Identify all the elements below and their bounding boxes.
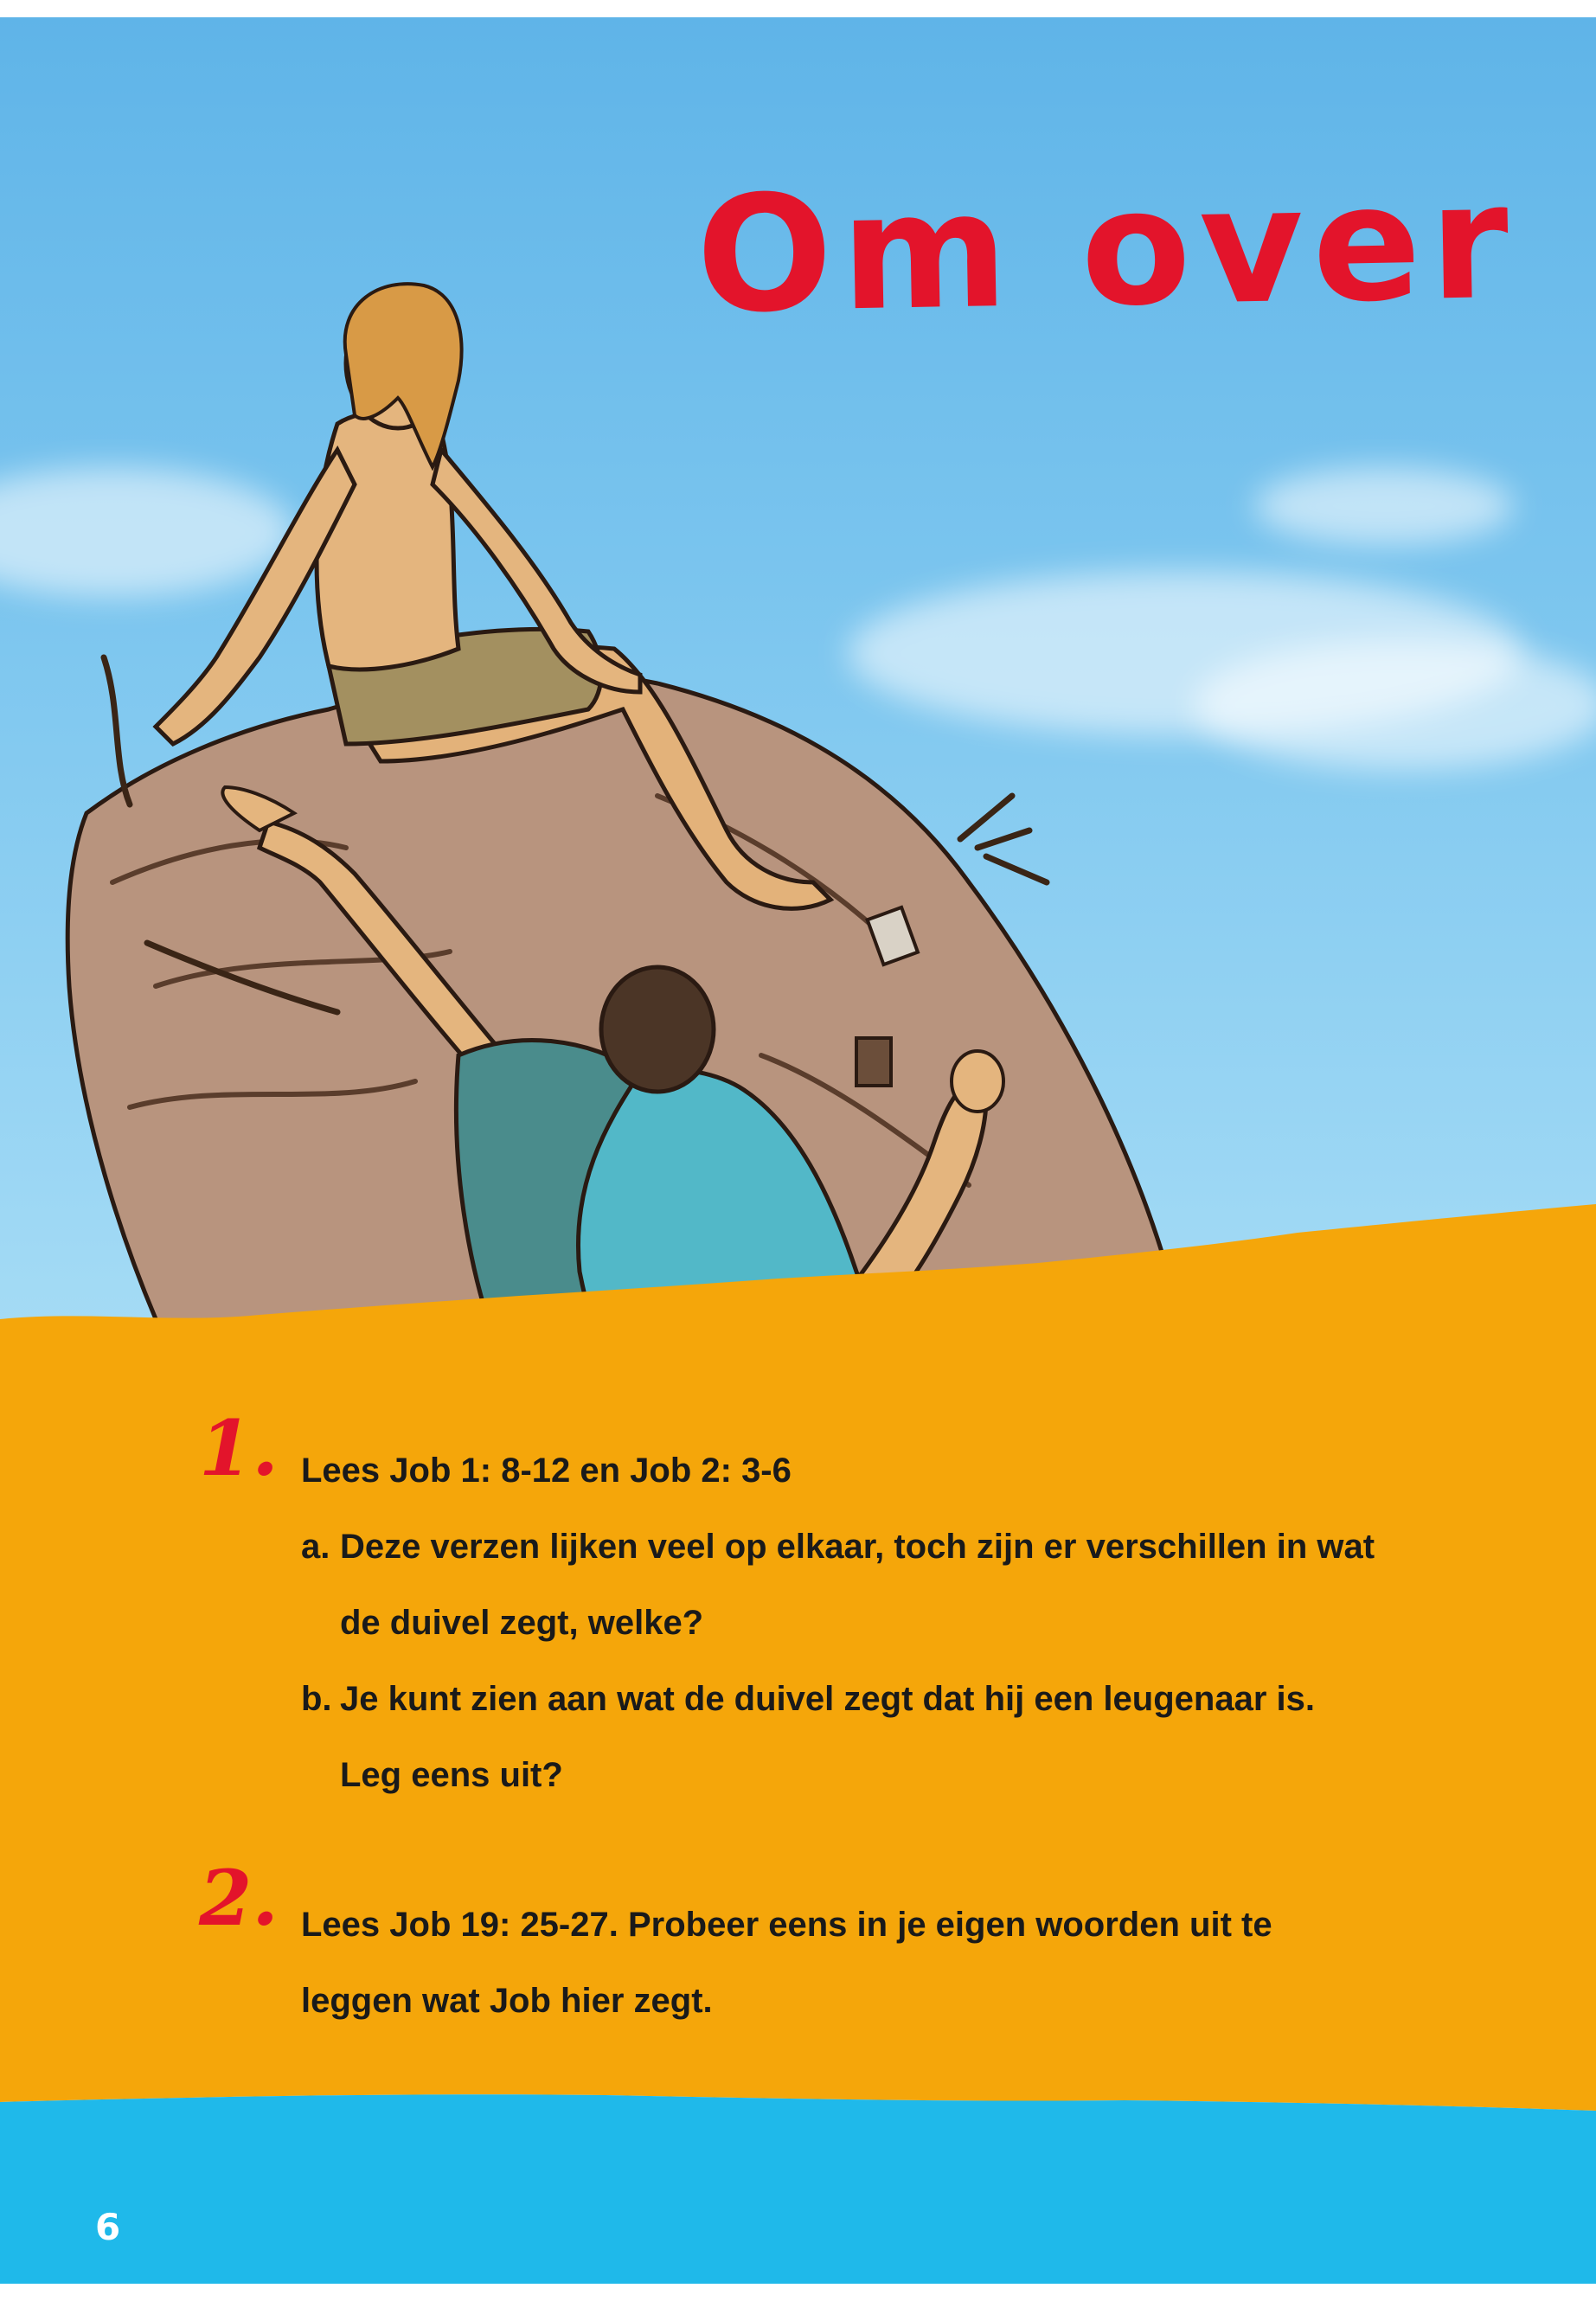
question-number: 2. xyxy=(199,1853,279,1943)
item-marker: b. xyxy=(301,1680,332,1718)
question-text: leggen wat Job hier zegt. xyxy=(301,1982,713,2020)
item-text: de duivel zegt, welke? xyxy=(340,1604,704,1642)
question-text: Lees Job 19: 25-27. Probeer eens in je eigen woorden uit te xyxy=(301,1906,1272,1944)
orange-band xyxy=(0,1204,1596,2111)
item-marker: a. xyxy=(301,1528,330,1566)
item-text: Deze verzen lijken veel op elkaar, toch zijn er verschillen in wat xyxy=(340,1528,1375,1566)
page-number: 6 xyxy=(95,2206,121,2248)
question-number: 1. xyxy=(199,1403,279,1493)
item-text: Je kunt zien aan wat de duivel zegt dat hij een leugenaar is. xyxy=(340,1680,1315,1718)
question-intro: Lees Job 1: 8-12 en Job 2: 3-6 xyxy=(301,1452,792,1490)
item-text: Leg eens uit? xyxy=(340,1756,563,1794)
color-bands xyxy=(0,17,1596,2284)
page-title: Om over xyxy=(695,147,1519,349)
blue-band xyxy=(0,2094,1596,2284)
page xyxy=(0,17,1596,2284)
